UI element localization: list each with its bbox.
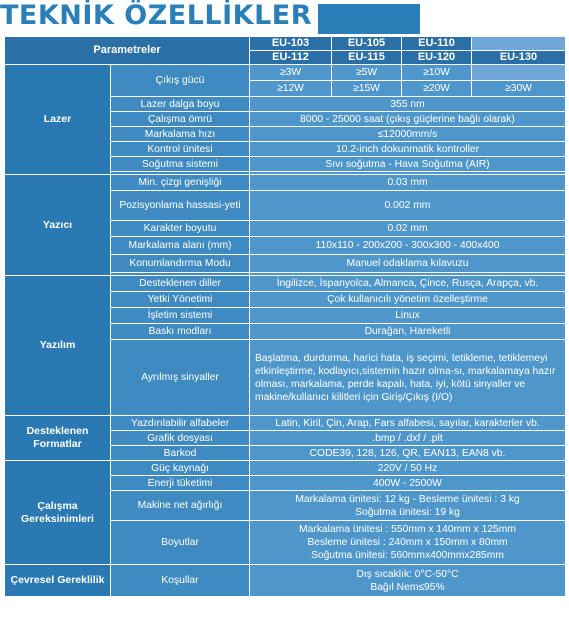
value-cell: ≥30W bbox=[472, 81, 566, 97]
group-yazici: Yazıcı bbox=[5, 175, 111, 276]
value-cell: 0.02 mm bbox=[250, 221, 566, 237]
value-line: Soğutma ünitesi: 560mmx400mmx285mm bbox=[311, 550, 504, 561]
param-label: Barkod bbox=[111, 446, 250, 461]
value-cell: 220V / 50 Hz bbox=[250, 461, 566, 476]
param-label: Yazdırılabilir alfabeler bbox=[111, 416, 250, 431]
value-cell: .bmp / .dxf / .plt bbox=[250, 431, 566, 446]
param-label: Makine net ağırlığı bbox=[111, 491, 250, 521]
param-label: Lazer dalga boyu bbox=[111, 97, 250, 112]
value-cell bbox=[250, 491, 566, 521]
param-label: Kontrol ünitesi bbox=[111, 142, 250, 157]
model-header bbox=[472, 37, 566, 51]
value-cell: 110x110 - 200x200 - 300x300 - 400x400 bbox=[250, 237, 566, 255]
param-label: Koşullar bbox=[111, 565, 250, 597]
value-cell: ≥12W bbox=[250, 81, 332, 97]
param-label: Grafik dosyası bbox=[111, 431, 250, 446]
param-label: Yetki Yönetimi bbox=[111, 292, 250, 308]
value-cell bbox=[472, 65, 566, 81]
value-cell: Linux bbox=[250, 308, 566, 324]
param-label: Ayrılmış sinyaller bbox=[111, 340, 250, 416]
value-cell: 0.002 mm bbox=[250, 191, 566, 221]
value-cell: Çok kullanıcılı yönetim özelleştirme bbox=[250, 292, 566, 308]
param-label: Çıkış gücü bbox=[111, 65, 250, 97]
param-label: Karakter boyutu bbox=[111, 221, 250, 237]
value-cell: ≥15W bbox=[332, 81, 402, 97]
param-label: Soğutma sistemi bbox=[111, 157, 250, 172]
group-cevresel: Çevresel Gereklilik bbox=[5, 565, 111, 597]
value-line: Bağıl Nem≤95% bbox=[370, 581, 445, 593]
param-label: Pozisyonlama hassasi-yeti bbox=[111, 191, 250, 221]
model-header: EU-115 bbox=[332, 51, 402, 65]
value-cell: ≤12000mm/s bbox=[250, 127, 566, 142]
param-label: Konumlandırma Modu bbox=[111, 255, 250, 273]
parameters-header: Parametreler bbox=[5, 37, 250, 65]
model-header: EU-103 bbox=[250, 37, 332, 51]
model-header: EU-120 bbox=[402, 51, 472, 65]
value-cell: ≥10W bbox=[402, 65, 472, 81]
param-label: Güç kaynağı bbox=[111, 461, 250, 476]
value-cell: Latin, Kiril, Çin, Arap, Fars alfabesi, sayılar, karakterler vb. bbox=[250, 416, 566, 431]
value-line: Markalama ünitesi: 12 kg - Besleme ünitesi : 3 kg bbox=[295, 493, 520, 505]
param-label: Markalama hızı bbox=[111, 127, 250, 142]
model-header: EU-110 bbox=[402, 37, 472, 51]
value-cell bbox=[250, 565, 566, 597]
value-line: Dış sıcaklık: 0°C-50°C bbox=[356, 568, 459, 580]
value-cell: 0.03 mm bbox=[250, 175, 566, 191]
value-line: Besleme ünitesi : 240mm x 150mm x 80mm bbox=[307, 537, 508, 548]
param-label: Boyutlar bbox=[111, 521, 250, 565]
value-cell: İngilizce, İspanyolca, Almanca, Çince, Rusça, Arapça, vb. bbox=[250, 276, 566, 292]
model-header: EU-105 bbox=[332, 37, 402, 51]
value-cell: Sıvı soğutma - Hava Soğutma (AIR) bbox=[250, 157, 566, 172]
model-header: EU-130 bbox=[472, 51, 566, 65]
value-cell: 8000 - 25000 saat (çıkış güçlerine bağlı olarak) bbox=[250, 112, 566, 127]
group-calisma: Çalışma Gereksinimleri bbox=[5, 461, 111, 565]
param-label: Baskı modları bbox=[111, 324, 250, 340]
param-label: Çalışma ömrü bbox=[111, 112, 250, 127]
group-formatlar: Desteklenen Formatlar bbox=[5, 416, 111, 461]
value-cell: CODE39, 128, 126, QR, EAN13, EAN8 vb. bbox=[250, 446, 566, 461]
value-line: Markalama ünitesi : 550mm x 140mm x 125mm bbox=[299, 524, 516, 535]
value-cell: Manuel odaklama kılavuzu bbox=[250, 255, 566, 273]
group-lazer: Lazer bbox=[5, 65, 111, 175]
value-cell: Başlatma, durdurma, harici hata, iş seçimi, tetikleme, tetiklemeyi etkinleştirme, kodlayıcı,sistemin hazır olma-sı, markalamaya hazır olması, markalama, perde kapalı, hata, iyi, kötü sinyaller ve makine/kullanıcı kilitleri için Giriş/Çıkış (I/O) bbox=[250, 340, 566, 416]
value-cell: ≥20W bbox=[402, 81, 472, 97]
value-cell: 355 nm bbox=[250, 97, 566, 112]
page-title: TEKNİK ÖZELLİKLER bbox=[0, 0, 313, 31]
group-yazilim: Yazılım bbox=[5, 276, 111, 416]
param-label: Desteklenen diller bbox=[111, 276, 250, 292]
title-accent-bar bbox=[318, 4, 420, 34]
param-label: Min. çizgi genişliği bbox=[111, 175, 250, 191]
value-cell: Durağan, Hareketli bbox=[250, 324, 566, 340]
value-cell: 400W - 2500W bbox=[250, 476, 566, 491]
param-label: İşletim sistemi bbox=[111, 308, 250, 324]
model-header: EU-112 bbox=[250, 51, 332, 65]
param-label: Enerji tüketimi bbox=[111, 476, 250, 491]
spec-table bbox=[4, 36, 566, 597]
value-cell: ≥5W bbox=[332, 65, 402, 81]
value-cell: 10.2-inch dokunmatik kontroller bbox=[250, 142, 566, 157]
value-cell: ≥3W bbox=[250, 65, 332, 81]
param-label: Markalama alanı (mm) bbox=[111, 237, 250, 255]
value-line: Soğutma ünitesi: 19 kg bbox=[355, 506, 460, 518]
value-cell bbox=[250, 521, 566, 565]
